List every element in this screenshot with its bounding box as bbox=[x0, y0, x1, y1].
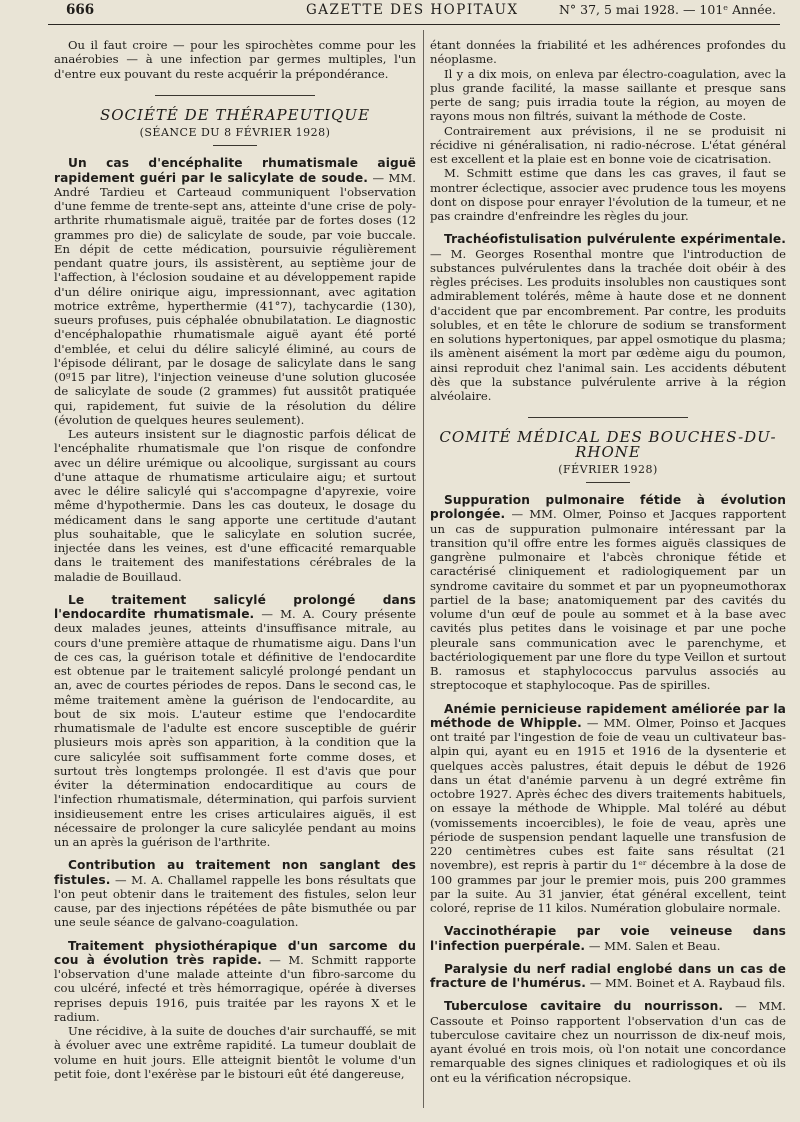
section-date: (FÉVRIER 1928) bbox=[558, 462, 658, 476]
continued-paragraph: étant données la friabilité et les adhérences profondes du néoplasme. bbox=[430, 38, 786, 67]
article-heading: Trachéofistulisation pulvérulente expérimentale. bbox=[444, 232, 786, 247]
page-number: 666 bbox=[66, 2, 95, 18]
article-paragraph: Les auteurs insistent sur le diagnostic parfois délicat de l'encéphalite rhumatismale que l'on risque de confondre avec un délire urémique ou alcoolique, surgissant au cours d'une attaque de rhumatisme articulaire aigu; et surtout avec le délire salicylé qui s'accompagne d'apyrexie, voire même d'hypothermie. Dans les cas douteux, le dosage du médicament dans le sang apporte une certitude d'autant plus souhaitable, que le salicylate en solution sucrée, injectée dans les veines, est d'une efficacité remarquable dans le traitement des manifestations cérébrales de la maladie de Bouillaud. bbox=[54, 427, 416, 584]
article-heading: Tuberculose cavitaire du nourrisson. bbox=[444, 999, 724, 1014]
article-paragraph: Une récidive, à la suite de douches d'air surchauffé, se mit à évoluer avec une extrême rapidité. La tumeur doublait de volume en huit jours. Elle atteignit bientôt le volume d'un petit foie, dont l'exérèse par le bistouri eût été dangereuse, bbox=[54, 1024, 416, 1081]
left-column bbox=[54, 38, 416, 1116]
article-body: — M. A. Challamel rappelle les bons résultats que l'on peut obtenir dans le traitement des fistules, selon leur cause, par des injections répétées de pâte bismuthée ou par une seule séance de galvano-coagulation. bbox=[54, 872, 416, 930]
section-rule-short bbox=[213, 145, 257, 146]
article-paralysie bbox=[430, 962, 786, 991]
article-fistules bbox=[54, 858, 416, 929]
article-heading: Suppuration pulmonaire fétide à évolution prolongée. bbox=[430, 493, 786, 522]
article-endocardite bbox=[54, 593, 416, 850]
article-anemie bbox=[430, 702, 786, 916]
article-body: — M. A. Coury présente deux malades jeunes, atteints d'insuffisance mitrale, au cours d'une première attaque de rhumatisme aigu. Dans l'un de ces cas, la guérison totale et définitive de l'endocardite est obtenue par le traitement salicylé prolongé pendant un an, avec de courtes périodes de repos. Dans le second cas, le même traitement amène la guérison de l'endocardite, au bout de six mois. L'auteur estime que l'endocardite rhumatismale de l'adulte est encore susceptible de guérir plusieurs mois après son apparition, à la condition que la cure salicylée soit suffisamment forte comme doses, et surtout très longtemps prolongée. Il est d'avis que pour éviter la détermination endocarditique au cours de l'infection rhumatismale, détermination, qui parfois survient insidieusement entre les crises articulaires aiguës, il est nécessaire de prolonger la cure salicylée pendant au moins un an après la guérison de l'arthrite. bbox=[54, 607, 416, 849]
article-sarcome bbox=[54, 939, 416, 1025]
article-body: — M. Georges Rosenthal montre que l'introduction de substances pulvérulentes dans la trachée doit obéir à des règles précises. Les produits insolubles non caustiques sont admirablement tolérés, même à haute dose et ne donnent d'accident que par encombrement. Par contre, les produits solubles, et en tête le chlorure de sodium se transforment en solutions hypertoniques, par appel osmotique du plasma; ils amènent aisément la mort par œdème aigu du poumon, ainsi reproduit chez l'animal sain. Les accidents débutent dès que la substance pulvérulente arrive à la région alvéolaire. bbox=[430, 246, 786, 403]
article-tuberculose bbox=[430, 999, 786, 1085]
right-column bbox=[430, 38, 786, 1116]
article-tracheofistulisation bbox=[430, 232, 786, 403]
section-title-comite: COMITÉ MÉDICAL DES BOUCHES-DU-RHONE bbox=[439, 428, 777, 461]
section-title-therapeutique: SOCIÉTÉ DE THÉRAPEUTIQUE bbox=[99, 105, 371, 124]
article-body: — MM. Cassoute et Poinso rapportent l'observation d'un cas de tuberculose cavitaire chez un nourrisson de dix-neuf mois, ayant évolué en trois mois, où l'on notait une concordance remarquable des signes cliniques et radiologiques et où ils ont eu la vérification nécropsique. bbox=[430, 999, 786, 1085]
article-body: — MM. André Tardieu et Carteaud communiquent l'observation d'une femme de trente-sept ans, atteinte d'une crise de poly-arthrite rhumatismale aiguë, traitée par de fortes doses (12 grammes pro die) de salicylate de soude, par voie buccale. En dépit de cette médication, poursuivie régulièrement pendant quatre jours, ils assistèrent, au septième jour de l'affection, à l'éclosion soudaine et au développement rapide d'un délire onirique aigu, impressionnant, avec agitation motrice extrême, hyperthermie (41°7), tachycardie (130), sueurs profuses, puis céphalée obnubilatation. Le diagnostic d'encéphalopathie rhumatismale aiguë ayant été porté d'emblée, et celui du délire salicylé éliminé, au cours de l'épisode délirant, par le dosage de salicylate dans le sang (0ᵍ15 par litre), l'injection veineuse d'une solution glucosée de salicylate de soude (2 grammes) fut aussitôt pratiquée qui, rapidement, fut suivie de la résolution du délire (évolution de quelques heures seulement). bbox=[54, 170, 416, 427]
article-body: — MM. Olmer, Poinso et Jacques rapportent un cas de suppuration pulmonaire intéressant par la transition qu'il offre entre les formes aiguës classiques de gangrène pulmonaire et l'abcès chronique fétide et caractérisé cliniquement et radiologiquement par un syndrome cavitaire du sommet et par un pyopneumothorax partiel de la base; anatomiquement par des cavités du volume d'un œuf de poule au sommet et à la base avec cavités plus petites dans le voisinage et par une poche pleurale sans communication avec le parenchyme, et bactériologiquement par une flore du type Veillon et surtout B. ramosus et staphylococcus parvulus associés au streptocoque et staphylocoque. Pas de spirilles. bbox=[430, 507, 786, 693]
section-rule bbox=[528, 417, 688, 418]
issue-info: N° 37, 5 mai 1928. — 101ᵉ Année. bbox=[558, 2, 776, 17]
article-body: — MM. Olmer, Poinso et Jacques ont traité par l'ingestion de foie de veau un cultivateur bas-alpin qui, ayant eu en 1915 et 1916 de la dysenterie et quelques accès palustres, était depuis le début de 1926 dans un état d'anémie parvenu à un degré extrême fin octobre 1927. Après échec des divers traitements habituels, on essaye la méthode de Whipple. Mal toléré au début (vomissements incoercibles), le foie de veau, après une période de suspension pendant laquelle une transfusion de 220 centimètres cubes est faite sans résultat (21 novembre), est repris à partir du 1ᵉʳ décembre à la dose de 100 grammes par jour le premier mois, puis 200 grammes par la suite. Au 31 janvier, état général excellent, teint coloré, reprise de 11 kilos. Numération globulaire normale. bbox=[430, 715, 786, 915]
section-date: (SÉANCE DU 8 FÉVRIER 1928) bbox=[139, 126, 331, 139]
page-header bbox=[48, 2, 780, 25]
article-heading: Anémie pernicieuse rapidement améliorée par la méthode de Whipple. bbox=[430, 701, 786, 730]
article-paragraph: Il y a dix mois, on enleva par électro-coagulation, avec la plus grande facilité, la masse saillante et presque sans perte de sang; puis irradia toute la région, au moyen de rayons mous non filtrés, suivant la méthode de Coste. bbox=[430, 66, 786, 124]
article-suppuration bbox=[430, 493, 786, 693]
article-encephalite bbox=[54, 156, 416, 427]
article-heading: Contribution au traitement non sanglant des fistules. bbox=[54, 858, 416, 887]
section-rule-short bbox=[586, 482, 630, 483]
journal-title: GAZETTE DES HOPITAUX bbox=[306, 2, 519, 18]
intro-paragraph: Ou il faut croire — pour les spirochètes comme pour les anaérobies — à une infection par germes multiples, l'un d'entre eux pouvant du reste acquérir la prépondérance. bbox=[54, 38, 416, 81]
article-heading: Paralysie du nerf radial englobé dans un cas de fracture de l'humérus. bbox=[430, 961, 786, 990]
article-body: — M. Schmitt rapporte l'observation d'une malade atteinte d'un fibro-sarcome du cou ulcéré, infecté et très hémorragique, opérée à diverses reprises depuis 1916, puis traitée par les rayons X et le radium. bbox=[54, 952, 416, 1024]
article-heading: Vaccinothérapie par voie veineuse dans l'infection puerpérale. bbox=[430, 924, 786, 953]
article-vaccinotherapie bbox=[430, 924, 786, 953]
article-body: — MM. Boinet et A. Raybaud fils. bbox=[586, 976, 786, 990]
article-paragraph: Contrairement aux prévisions, il ne se produisit ni récidive ni généralisation, ni radio-nécrose. L'état général est excellent et la plaie est en bonne voie de cicatrisation. bbox=[430, 123, 786, 166]
article-body: — MM. Salen et Beau. bbox=[585, 938, 721, 953]
article-paragraph: M. Schmitt estime que dans les cas graves, il faut se montrer éclectique, associer avec prudence tous les moyens dont on dispose pour enrayer l'évolution de la tumeur, et ne pas craindre d'enfreindre les règles du jour. bbox=[430, 166, 786, 223]
section-rule bbox=[155, 95, 315, 96]
article-heading: Le traitement salicylé prolongé dans l'endocardite rhumatismale. bbox=[54, 592, 416, 621]
article-heading: Traitement physiothérapique d'un sarcome du cou à évolution très rapide. bbox=[54, 938, 416, 967]
article-heading: Un cas d'encéphalite rhumatismale aiguë rapidement guéri par le salicylate de soude. bbox=[54, 156, 416, 185]
column-divider bbox=[423, 30, 424, 1108]
